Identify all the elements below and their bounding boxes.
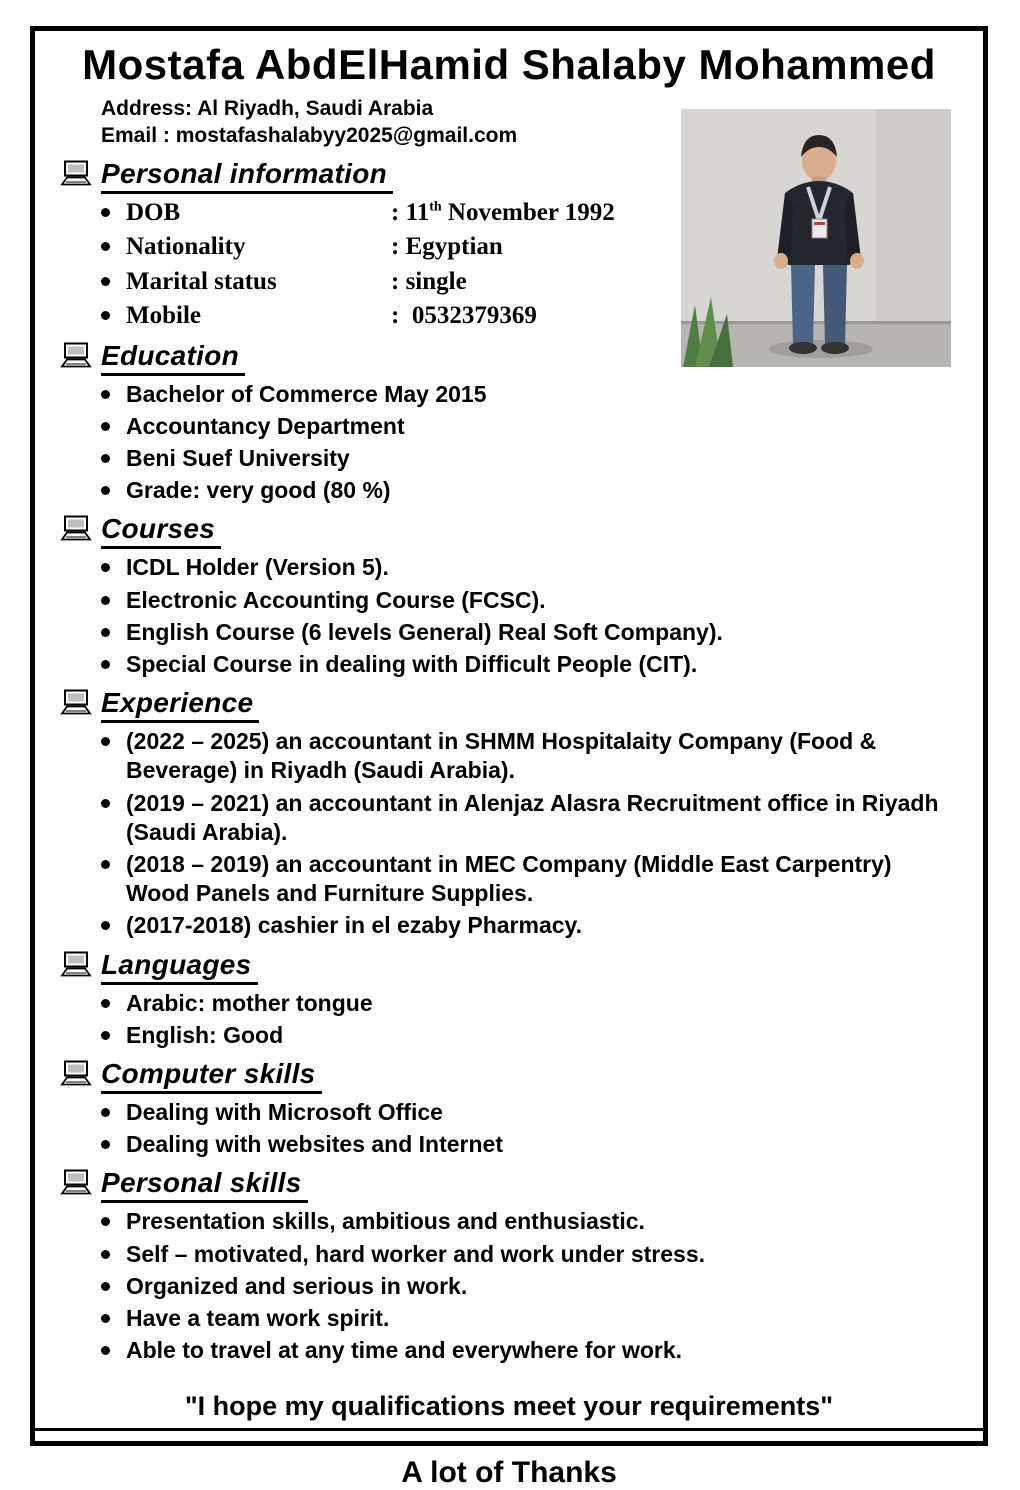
section-experience [61, 687, 957, 940]
page-frame [30, 26, 988, 1490]
list-item: (2017-2018) cashier in el ezaby Pharmacy. [93, 911, 957, 940]
list-item: Self – motivated, hard worker and work under stress. [93, 1240, 957, 1269]
page-title: Mostafa AbdElHamid Shalaby Mohammed [82, 41, 936, 88]
closing-quote: "I hope my qualifications meet your requirements" [184, 1391, 834, 1422]
section-heading-experience [61, 687, 957, 723]
list-item: Electronic Accounting Course (FCSC). [93, 586, 957, 615]
list-item: Organized and serious in work. [93, 1272, 957, 1301]
section-heading-languages [61, 949, 957, 985]
personal-info-row [61, 198, 957, 229]
languages-list [61, 989, 957, 1050]
section-languages [61, 949, 957, 1050]
computer-icon [61, 1060, 91, 1091]
computer-icon [61, 342, 91, 373]
email-line: Email : mostafashalabyy2025@gmail.com [101, 124, 518, 148]
list-item: Presentation skills, ambitious and enthusiastic. [93, 1207, 957, 1236]
list-item: Beni Suef University [93, 444, 957, 473]
list-item: Have a team work spirit. [93, 1304, 957, 1333]
list-item: ICDL Holder (Version 5). [93, 553, 957, 582]
computer-icon [61, 160, 91, 191]
list-item: (2019 – 2021) an accountant in Alenjaz Alasra Recruitment office in Riyadh (Saudi Arabia). [93, 789, 957, 847]
computer-skills-list [61, 1098, 957, 1159]
section-title: Personal skills [101, 1167, 308, 1203]
list-item: English: Good [93, 1021, 957, 1050]
section-title: Education [101, 340, 245, 376]
list-item: Accountancy Department [93, 412, 957, 441]
education-list [61, 380, 957, 506]
list-item: Dealing with Microsoft Office [93, 1098, 957, 1127]
section-title: Computer skills [101, 1058, 322, 1094]
list-item: Arabic: mother tongue [93, 989, 957, 1018]
computer-icon [61, 951, 91, 982]
personal-info-row [61, 301, 957, 332]
computer-icon [61, 689, 91, 720]
bottom-divider [35, 1428, 983, 1431]
list-item: Grade: very good (80 %) [93, 476, 957, 505]
list-item: English Course (6 levels General) Real Soft Company). [93, 618, 957, 647]
section-courses [61, 513, 957, 679]
section-title: Personal information [101, 158, 393, 194]
section-heading-personal-skills [61, 1167, 957, 1203]
personal-info-row [61, 232, 957, 263]
section-heading-courses [61, 513, 957, 549]
computer-icon [61, 1169, 91, 1200]
section-heading-computer-skills [61, 1058, 957, 1094]
section-heading-education [61, 340, 661, 376]
list-item: (2018 – 2019) an accountant in MEC Company (Middle East Carpentry) Wood Panels and Furniture Supplies. [93, 850, 957, 908]
list-item: Special Course in dealing with Difficult People (CIT). [93, 650, 957, 679]
personal-info-row [61, 267, 957, 298]
thanks-line: A lot of Thanks [401, 1456, 617, 1490]
section-title: Courses [101, 513, 221, 549]
courses-list [61, 553, 957, 679]
field-value: : 11th November 1992 [391, 198, 615, 226]
list-item: Bachelor of Commerce May 2015 [93, 380, 957, 409]
section-title: Languages [101, 949, 258, 985]
field-label: DOB [126, 198, 181, 226]
section-computer-skills [61, 1058, 957, 1159]
address-line: Address: Al Riyadh, Saudi Arabia [101, 97, 434, 120]
field-value: : 0532379369 [391, 302, 537, 330]
section-personal-skills [61, 1167, 957, 1365]
list-item: (2022 – 2025) an accountant in SHMM Hospitalaity Company (Food & Beverage) in Riyadh (Saudi Arabia). [93, 727, 957, 785]
field-label: Mobile [126, 302, 201, 330]
computer-icon [61, 515, 91, 546]
section-heading-personal-information [61, 158, 661, 194]
section-title: Experience [101, 687, 259, 723]
field-value: : single [391, 267, 467, 295]
field-label: Nationality [126, 233, 246, 261]
personal-skills-list [61, 1207, 957, 1365]
field-label: Marital status [126, 267, 277, 295]
list-item: Able to travel at any time and everywhere for work. [93, 1336, 957, 1365]
list-item: Dealing with websites and Internet [93, 1130, 957, 1159]
field-value: : Egyptian [391, 233, 503, 261]
experience-list [61, 727, 957, 940]
